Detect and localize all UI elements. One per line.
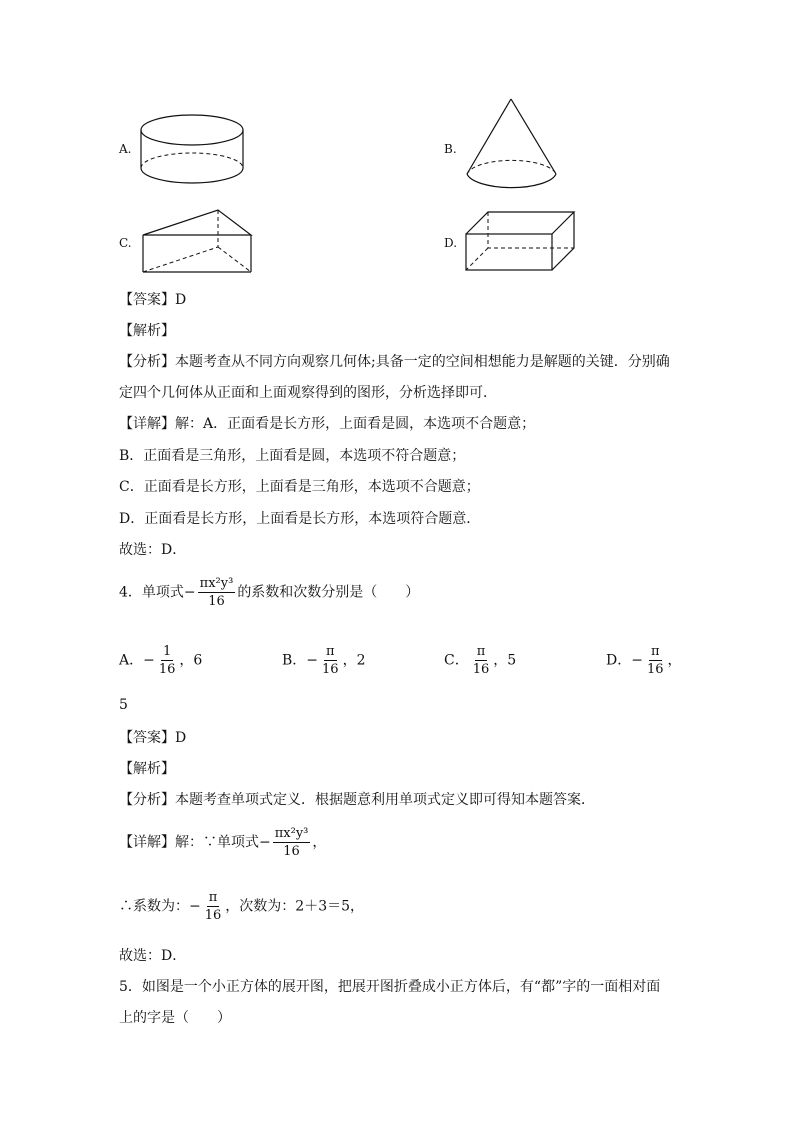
q4-stem-suffix: 的系数和次数分别是（ ） [237,584,420,601]
fraction-numerator: π [326,644,335,659]
minus-sign: − [189,898,201,915]
option-tail: ，5 [493,652,517,669]
fraction-denominator: 16 [322,662,339,677]
option-tail: ，2 [342,652,366,669]
q3-detail-line-4: D．正面看是长方形，上面看是长方形，本选项符合题意． [119,511,481,527]
cuboid-figure [462,208,578,276]
option-a-label: A. [119,142,132,156]
fraction-denominator: 16 [283,844,300,859]
q4-option-a [119,644,202,677]
fraction-numerator: π [476,644,486,659]
option-d-label: D. [444,236,458,250]
q4-stem [119,576,419,609]
q5-line-1: 5．如图是一个小正方体的展开图，把展开图折叠成小正方体后，有“都”字的一面相对面 [119,979,661,995]
option-fraction [320,644,341,677]
q3-analysis-heading: 【解析】 [119,323,175,339]
q4-option-d-wrap: 5 [119,697,128,713]
option-c-label: C. [119,236,132,250]
fraction-numerator: π [650,644,660,659]
fraction-denominator: 16 [204,908,222,923]
fraction-numerator: πx²y³ [199,576,234,591]
fraction-denominator: 16 [158,662,176,677]
q3-analysis-line-1: 【分析】本题考查从不同方向观察几何体;具备一定的空间相想能力是解题的关键．分别确 [119,354,670,370]
option-label: A． [119,652,144,669]
coefficient-prefix: ∴系数为： [119,898,189,915]
minus-sign: − [631,652,643,669]
q5-line-2: 上的字是（ ） [119,1010,231,1026]
triangular-prism-figure [138,205,258,277]
q4-detail [119,826,326,859]
fraction-numerator: πx²y³ [274,826,309,841]
q3-detail-line-2: B．正面看是三角形，上面看是圆，本选项不符合题意； [119,448,466,464]
fraction-denominator: 16 [646,662,664,677]
q4-analysis-heading: 【解析】 [119,761,175,777]
fraction-denominator: 16 [472,662,490,677]
option-label: C． [444,652,469,669]
q4-stem-prefix: 4．单项式 [119,584,184,601]
q4-option-c [444,644,516,677]
option-fraction [157,644,178,677]
q3-analysis-line-2: 定四个几何体从正面和上面观察得到的图形，分析选择即可． [119,385,497,401]
option-label: D． [606,652,632,669]
cone-figure [462,96,562,200]
q4-answer: 【答案】D [119,730,187,746]
q3-detail-line-1: 【详解】解：A．正面看是长方形，上面看是圆，本选项不合题意； [119,416,536,432]
q4-analysis-line: 【分析】本题考查单项式定义．根据题意利用单项式定义即可得知本题答案． [119,792,595,808]
q3-detail-line-3: C．正面看是长方形，上面看是三角形，本选项不合题意； [119,479,480,495]
detail-tail: ， [312,834,327,851]
monomial-fraction [273,826,311,859]
coefficient-fraction [203,890,224,923]
degree-text: ，次数为：2＋3＝5， [225,898,365,915]
option-tail: ，6 [179,652,203,669]
q4-coefficient-line [119,890,364,923]
option-label: B． [282,652,307,669]
q4-conclusion: 故选：D． [119,948,187,964]
option-tail: ， [667,652,682,669]
option-b-label: B. [444,142,457,156]
q3-answer: 【答案】D [119,292,187,308]
option-fraction [645,644,666,677]
fraction-numerator: 1 [162,644,172,659]
minus-sign: − [183,584,196,601]
minus-sign: − [306,652,319,669]
q3-conclusion: 故选：D． [119,542,187,558]
monomial-fraction [198,576,236,609]
cylinder-figure [138,108,248,188]
detail-prefix: 【详解】解：∵单项式 [119,834,259,851]
q4-option-b [282,644,366,677]
fraction-numerator: π [208,890,218,905]
option-fraction [471,644,492,677]
minus-sign: − [143,652,155,669]
q4-option-d [606,644,682,677]
minus-sign: − [259,834,271,851]
fraction-denominator: 16 [208,594,225,609]
